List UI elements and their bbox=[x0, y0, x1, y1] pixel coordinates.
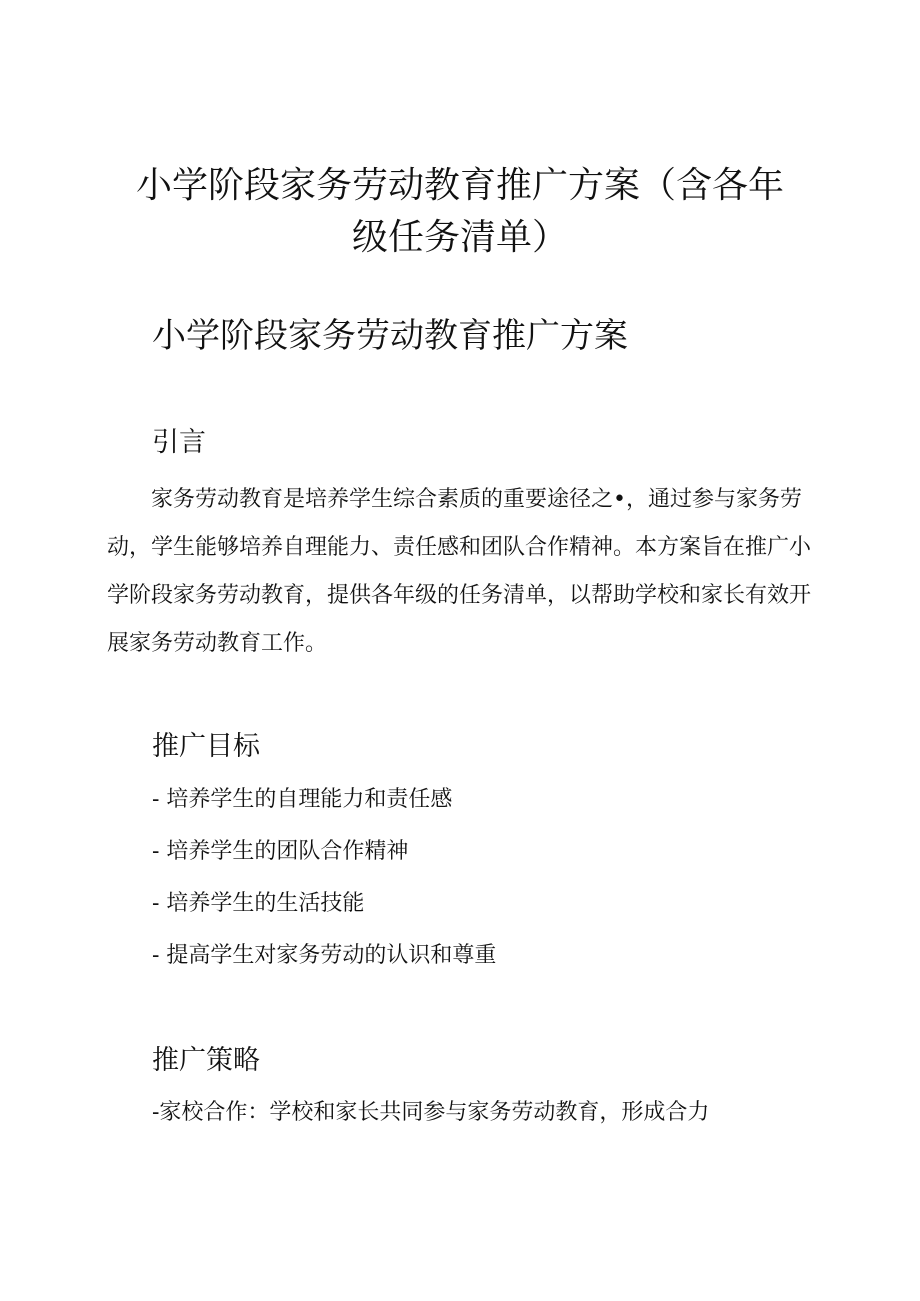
strategy-list-item: -家校合作：学校和家长共同参与家务劳动教育，形成合力 bbox=[152, 1100, 710, 1125]
section-heading-goals: 推广目标 bbox=[152, 731, 260, 762]
document-title: 小学阶段家务劳动教育推广方案（含各年级任务清单） bbox=[135, 165, 784, 258]
goal-list-item: - 培养学生的团队合作精神 bbox=[152, 839, 409, 864]
section-heading-main: 小学阶段家务劳动教育推广方案 bbox=[152, 316, 628, 356]
goal-list-item: - 培养学生的生活技能 bbox=[152, 891, 365, 916]
goal-list-item: - 提高学生对家务劳动的认识和尊重 bbox=[152, 943, 497, 968]
intro-paragraph: 家务劳动教育是培养学生综合素质的重要途径之•，通过参与家务劳动，学生能够培养自理能力、责任感和团队合作精神。本方案旨在推广小学阶段家务劳动教育，提供各年级的任务清单，以帮助学校和家长有效开展家务劳动教育工作。 bbox=[107, 487, 812, 656]
section-heading-strategies: 推广策略 bbox=[152, 1045, 260, 1076]
goal-list-item: - 培养学生的自理能力和责任感 bbox=[152, 787, 453, 812]
section-heading-intro: 引言 bbox=[152, 427, 206, 458]
